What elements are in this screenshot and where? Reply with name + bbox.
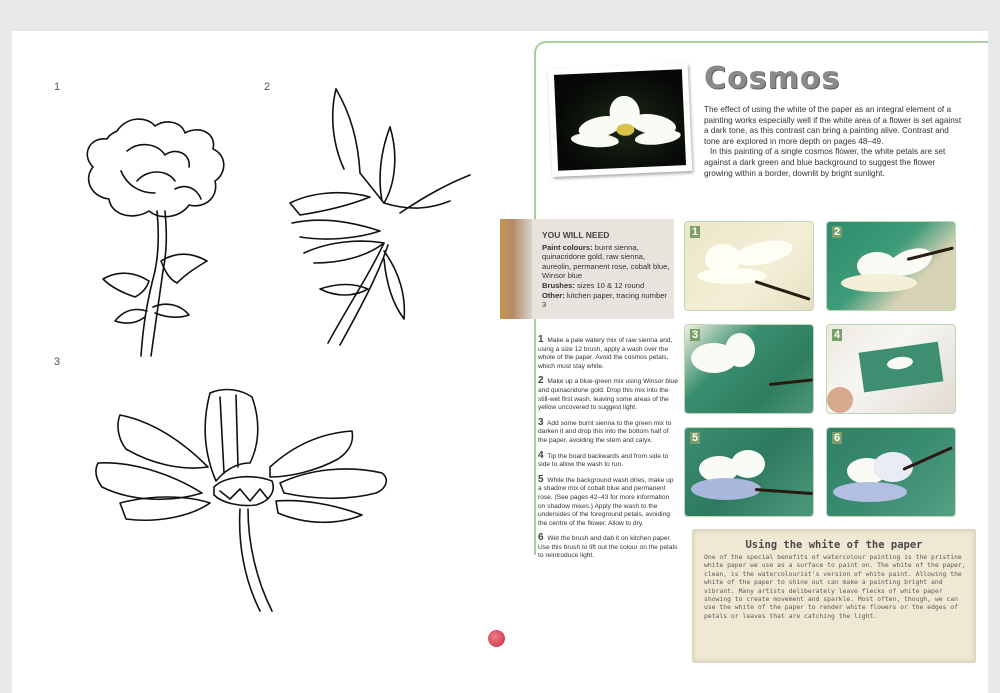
step-thumbnail-2 <box>826 221 956 311</box>
figure-2-number: 2 <box>264 81 271 93</box>
intro-text <box>704 105 966 179</box>
tracing-3-cosmos <box>90 383 430 613</box>
step-6-number: 6 <box>538 532 544 544</box>
step-5-number: 5 <box>538 473 544 485</box>
step-2-text: Make up a blue-green mix using Winsor blue and quinacridone gold. Drop this mix into the still-wet first wash, leaving some areas of the yellow uncovered to suggest light. <box>538 378 678 412</box>
step-thumbnail-3-label: 3 <box>692 329 699 341</box>
step-6-text: Wet the brush and dab it on kitchen paper. Use this brush to lift out the colour on the petals to reintroduce light. <box>538 535 678 560</box>
other-label: Other: <box>542 290 565 300</box>
red-dot-marker <box>488 630 505 647</box>
brushes-label: Brushes: <box>542 280 575 290</box>
paint-palette-image <box>500 219 532 319</box>
step-6 <box>538 534 678 561</box>
green-border-corner <box>534 41 552 59</box>
paint-colours-line <box>542 243 672 281</box>
step-thumbnail-2-label: 2 <box>834 226 841 238</box>
step-thumbnail-6 <box>826 427 956 517</box>
you-will-need-heading: YOU WILL NEED <box>542 230 610 240</box>
book-spread <box>12 31 988 693</box>
step-1-number: 1 <box>538 334 544 345</box>
step-1-text: Make a pale watery mix of raw sienna and, using a size 12 brush, apply a wash over the whole of the paper. Avoid the cosmos petals, which must stay white. <box>538 337 673 370</box>
paint-colours-value: burnt sienna, quinacridone gold, raw sienna, aureolin, permanent rose, cobalt blue, Winsor blue <box>542 242 670 281</box>
figure-1-number: 1 <box>54 81 61 93</box>
step-thumbnail-3 <box>684 324 814 414</box>
tracing-1-flower-bud <box>77 111 247 366</box>
cosmos-photo <box>548 63 693 177</box>
intro-paragraph-1: The effect of using the white of the paper as an integral element of a painting works especially well if the white area of a flower is set against a dark tone, as this contrast can bring a painting alive. Contrast and tone are explored in more depth on pages 48–49. <box>704 105 962 146</box>
intro-paragraph-2: In this painting of a single cosmos flower, the white petals are set against a dark green and blue background to suggest the flower growing within a border, downlit by bright sunlight. <box>704 147 946 178</box>
step-5 <box>538 473 678 529</box>
brushes-value: sizes 10 & 12 round <box>577 280 645 290</box>
paint-colours-label: Paint colours: <box>542 242 593 252</box>
tip-note <box>692 529 976 663</box>
other-line <box>542 291 672 310</box>
step-2-number: 2 <box>538 375 544 387</box>
step-5-text: While the background wash dries, make up a shadow mix of cobalt blue and permanent rose. (See pages 42–43 for more information on shadow mixes.) Apply the wash to the undersides of the foreground petals, avoiding the centre of the flower. Allow to dry. <box>538 476 674 527</box>
step-list <box>538 336 678 567</box>
brushes-line <box>542 281 672 291</box>
step-4-text: Tip the board backwards and from side to side to allow the wash to run. <box>538 452 669 469</box>
page-title: Cosmos <box>704 61 841 96</box>
other-value: kitchen paper, tracing number 3 <box>542 290 667 310</box>
green-border-top <box>548 41 988 43</box>
step-thumbnail-5-label: 5 <box>692 432 699 444</box>
figure-3-number: 3 <box>54 356 61 368</box>
step-thumbnail-4 <box>826 324 956 414</box>
step-3 <box>538 416 678 446</box>
left-page-tracings <box>12 31 512 693</box>
right-page-project <box>512 31 988 693</box>
step-4 <box>538 449 678 470</box>
step-thumbnail-6-label: 6 <box>834 432 841 444</box>
step-3-number: 3 <box>538 416 544 428</box>
tip-note-body: One of the special benefits of watercolour painting is the pristine white paper we use as a surface to paint on. The white of the paper, clean, is the watercolourist's version of white paint. Allowing the white of the paper to shine out can make a painting bright and vibrant. Many artists deliberately leave flecks of white paper showing to create movement and sparkle. Most often, though, we can use the white of the paper to render white flowers or the edges of petals or leaves that are catching the light. <box>704 553 966 620</box>
tracing-2-flower-side <box>280 83 475 353</box>
step-4-number: 4 <box>538 449 544 461</box>
step-thumbnail-5 <box>684 427 814 517</box>
step-3-text: Add some burnt sienna to the green mix to darken it and drop this into the bottom half of the paper, avoiding the stem and calyx. <box>538 419 672 444</box>
step-thumbnail-4-label: 4 <box>834 329 841 341</box>
step-2 <box>538 377 678 412</box>
step-thumbnail-1-label: 1 <box>692 226 699 238</box>
step-1 <box>538 336 678 371</box>
step-thumbnail-1 <box>684 221 814 311</box>
you-will-need-box <box>500 219 674 319</box>
tip-note-title: Using the white of the paper <box>745 539 923 551</box>
